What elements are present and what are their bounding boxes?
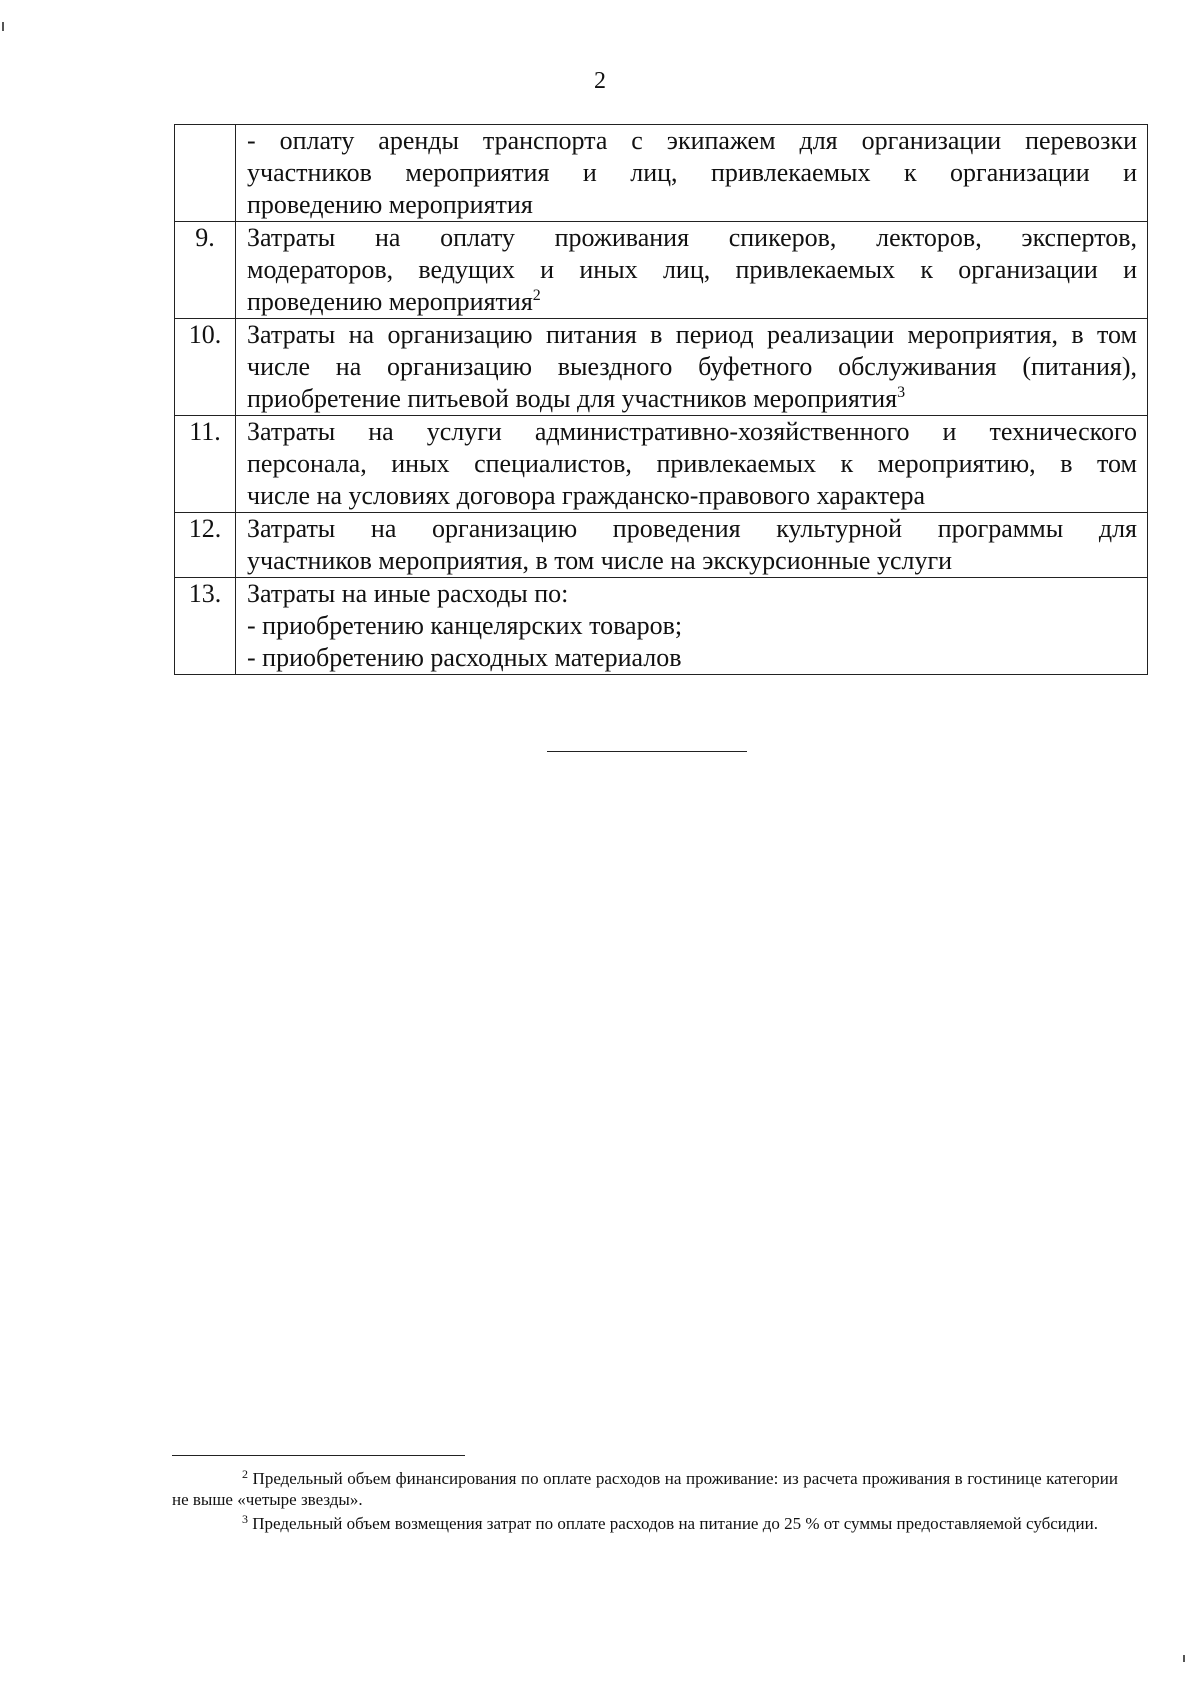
table-row [175,416,1148,513]
end-of-document-rule [547,751,747,752]
text-line [247,383,1137,415]
footnote-ref: 2 [532,287,541,304]
text-line: Затраты на иные расходы по: [247,579,569,608]
footnote-text: Предельный объем финансирования по оплате расходов на проживание: из расчета проживания в гостинице категории не выше «четыре звезды». [172,1469,1119,1509]
table-row [175,222,1148,319]
footnote [172,1468,1118,1510]
table-row [175,513,1148,578]
row-number: 13. [175,578,236,675]
text-line: - приобретению расходных материалов [247,643,682,672]
row-number: 9. [175,222,236,319]
table-row [175,319,1148,416]
row-description [236,319,1148,416]
text-line: Затраты на услуги административно-хозяйственного и технического [247,417,1137,446]
text-line: - оплату аренды транспорта с экипажем для организации перевозки [247,126,1137,155]
footnote-ref: 3 [897,384,906,401]
text-line: персонала, иных специалистов, привлекаемых к мероприятию, в том [247,449,1137,478]
row-number [175,125,236,222]
row-description [236,578,1148,675]
text-line: проведению мероприятия [247,190,533,219]
footnote-mark: 2 [242,1467,248,1481]
text-line: числе на условиях договора гражданско-правового характера [247,481,926,510]
footnote-separator [172,1455,465,1456]
scan-speck [1183,1655,1185,1662]
text-line: модераторов, ведущих и иных лиц, привлекаемых к организации и [247,255,1137,284]
row-description [236,222,1148,319]
text-line: Затраты на оплату проживания спикеров, лекторов, экспертов, [247,223,1137,252]
text-line: участников мероприятия, в том числе на экскурсионные услуги [247,546,953,575]
cost-items-table [174,124,1148,675]
page-number: 2 [594,68,606,94]
text-line [247,286,1137,318]
text-line: участников мероприятия и лиц, привлекаемых к организации и [247,158,1137,187]
row-number: 12. [175,513,236,578]
row-description [236,125,1148,222]
footnote-mark: 3 [242,1512,248,1526]
text-line-content: приобретение питьевой воды для участников мероприятия [247,384,898,413]
row-number: 11. [175,416,236,513]
row-description [236,513,1148,578]
text-line: числе на организацию выездного буфетного обслуживания (питания), [247,352,1137,381]
text-line-content: проведению мероприятия [247,287,533,316]
footnotes [172,1468,1118,1537]
text-line: Затраты на организацию питания в период реализации мероприятия, в том [247,320,1137,349]
row-number: 10. [175,319,236,416]
text-line: - приобретению канцелярских товаров; [247,611,683,640]
text-line: Затраты на организацию проведения культурной программы для [247,514,1137,543]
table-row [175,578,1148,675]
table-row [175,125,1148,222]
footnote-text: Предельный объем возмещения затрат по оплате расходов на питание до 25 % от суммы предоставляемой субсидии. [252,1514,1098,1533]
scan-speck [2,22,4,31]
footnote [172,1513,1118,1534]
row-description [236,416,1148,513]
